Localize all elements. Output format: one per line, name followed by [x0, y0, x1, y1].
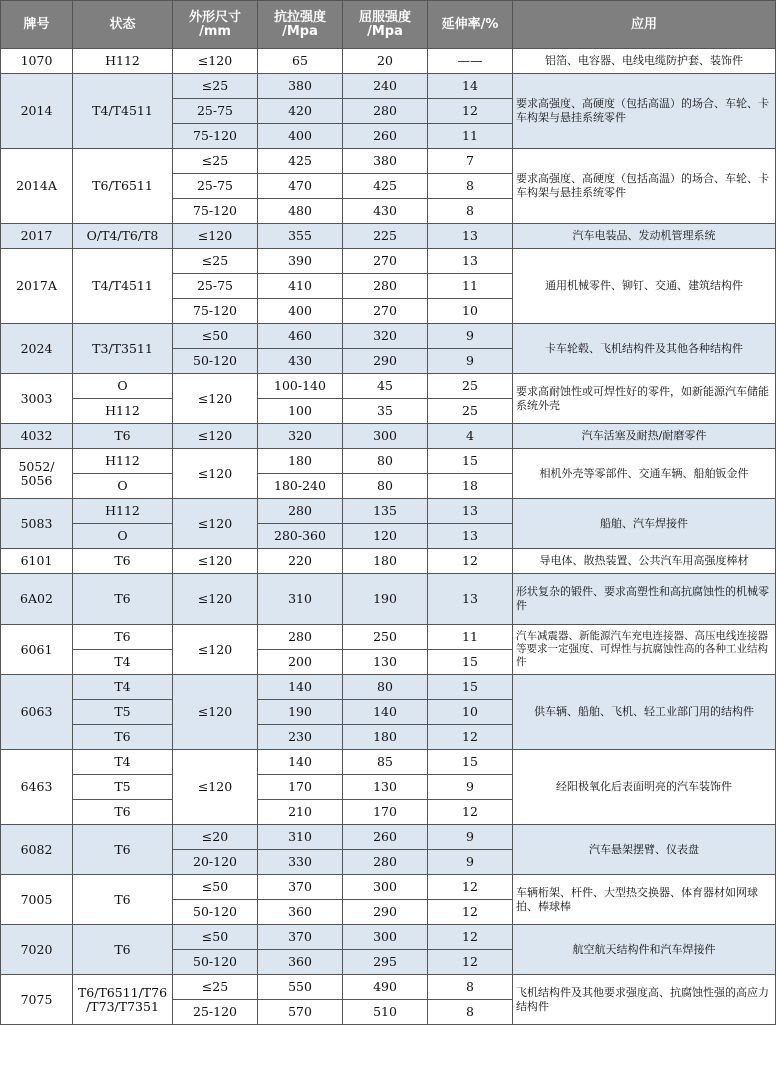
header-temper: 状态	[73, 1, 173, 49]
elongation-cell: 10	[428, 700, 513, 725]
tensile-cell: 410	[258, 274, 343, 299]
temper-cell: O	[73, 374, 173, 399]
yield-cell: 260	[343, 124, 428, 149]
header-size: 外形尺寸 /mm	[173, 1, 258, 49]
yield-cell: 20	[343, 49, 428, 74]
temper-cell: O	[73, 524, 173, 549]
grade-cell: 7005	[1, 875, 73, 925]
elongation-cell: 12	[428, 950, 513, 975]
tensile-cell: 320	[258, 424, 343, 449]
size-cell: ≤120	[173, 675, 258, 750]
grade-cell: 6A02	[1, 574, 73, 625]
tensile-cell: 140	[258, 675, 343, 700]
yield-cell: 290	[343, 900, 428, 925]
yield-cell: 380	[343, 149, 428, 174]
elongation-cell: 8	[428, 975, 513, 1000]
yield-cell: 300	[343, 925, 428, 950]
tensile-cell: 280	[258, 499, 343, 524]
yield-cell: 490	[343, 975, 428, 1000]
yield-cell: 170	[343, 800, 428, 825]
grade-cell: 4032	[1, 424, 73, 449]
alloy-group-7075	[1, 975, 776, 1025]
size-cell: 25-75	[173, 174, 258, 199]
size-cell: ≤120	[173, 549, 258, 574]
size-cell: 50-120	[173, 900, 258, 925]
elongation-cell: 25	[428, 374, 513, 399]
tensile-cell: 210	[258, 800, 343, 825]
application-cell: 航空航天结构件和汽车焊接件	[513, 925, 776, 975]
tensile-cell: 360	[258, 900, 343, 925]
header-tensile-strength: 抗拉强度 /Mpa	[258, 1, 343, 49]
tensile-cell: 180	[258, 449, 343, 474]
alloy-group-2017	[1, 224, 776, 249]
grade-cell: 5083	[1, 499, 73, 549]
temper-cell: T4	[73, 675, 173, 700]
grade-cell: 2017A	[1, 249, 73, 324]
yield-cell: 130	[343, 775, 428, 800]
yield-cell: 250	[343, 625, 428, 650]
table-row	[1, 574, 776, 625]
size-cell: ≤25	[173, 149, 258, 174]
tensile-cell: 425	[258, 149, 343, 174]
alloy-group-6082	[1, 825, 776, 875]
size-cell: ≤120	[173, 625, 258, 675]
elongation-cell: 12	[428, 800, 513, 825]
application-cell: 飞机结构件及其他要求强度高、抗腐蚀性强的高应力结构件	[513, 975, 776, 1025]
size-cell: 75-120	[173, 299, 258, 324]
application-cell: 经阳极氧化后表面明亮的汽车装饰件	[513, 750, 776, 825]
header-grade: 牌号	[1, 1, 73, 49]
tensile-cell: 570	[258, 1000, 343, 1025]
alloy-group-7005	[1, 875, 776, 925]
grade-cell: 1070	[1, 49, 73, 74]
table-row	[1, 149, 776, 174]
temper-cell: T6/T6511/T76 /T73/T7351	[73, 975, 173, 1025]
application-cell: 要求高强度、高硬度（包括高温）的场合、车轮、卡车构架与悬挂系统零件	[513, 74, 776, 149]
alloy-group-2024	[1, 324, 776, 374]
tensile-cell: 400	[258, 299, 343, 324]
grade-cell: 3003	[1, 374, 73, 424]
elongation-cell: 8	[428, 1000, 513, 1025]
alloy-group-7020	[1, 925, 776, 975]
elongation-cell: 13	[428, 524, 513, 549]
elongation-cell: 13	[428, 499, 513, 524]
yield-cell: 260	[343, 825, 428, 850]
tensile-cell: 550	[258, 975, 343, 1000]
elongation-cell: 12	[428, 875, 513, 900]
size-cell: ≤120	[173, 574, 258, 625]
application-cell: 供车辆、船舶、飞机、轻工业部门用的结构件	[513, 675, 776, 750]
temper-cell: T6	[73, 424, 173, 449]
yield-cell: 180	[343, 725, 428, 750]
size-cell: ≤120	[173, 224, 258, 249]
yield-cell: 270	[343, 249, 428, 274]
elongation-cell: 12	[428, 99, 513, 124]
yield-cell: 240	[343, 74, 428, 99]
temper-cell: H112	[73, 499, 173, 524]
tensile-cell: 170	[258, 775, 343, 800]
elongation-cell: 8	[428, 174, 513, 199]
application-cell: 导电体、散热装置、公共汽车用高强度棒材	[513, 549, 776, 574]
size-cell: ≤120	[173, 449, 258, 499]
tensile-cell: 355	[258, 224, 343, 249]
size-cell: ≤50	[173, 925, 258, 950]
temper-cell: O/T4/T6/T8	[73, 224, 173, 249]
temper-cell: T6	[73, 625, 173, 650]
application-cell: 卡车轮毂、飞机结构件及其他各种结构件	[513, 324, 776, 374]
alloy-group-4032	[1, 424, 776, 449]
grade-cell: 6082	[1, 825, 73, 875]
application-cell: 船舶、汽车焊接件	[513, 499, 776, 549]
application-cell: 汽车减震器、新能源汽车充电连接器、高压电线连接器等要求一定强度、可焊性与抗腐蚀性高的各种工业结构件	[513, 625, 776, 675]
yield-cell: 135	[343, 499, 428, 524]
yield-cell: 190	[343, 574, 428, 625]
yield-cell: 510	[343, 1000, 428, 1025]
elongation-cell: 12	[428, 925, 513, 950]
temper-cell: T6	[73, 925, 173, 975]
tensile-cell: 230	[258, 725, 343, 750]
temper-cell: H112	[73, 49, 173, 74]
elongation-cell: 15	[428, 449, 513, 474]
table-row	[1, 925, 776, 950]
table-row	[1, 675, 776, 700]
elongation-cell: 9	[428, 324, 513, 349]
elongation-cell: 12	[428, 900, 513, 925]
size-cell: ≤20	[173, 825, 258, 850]
elongation-cell: 15	[428, 675, 513, 700]
application-cell: 形状复杂的锻件、要求高塑性和高抗腐蚀性的机械零件	[513, 574, 776, 625]
tensile-cell: 65	[258, 49, 343, 74]
yield-cell: 280	[343, 274, 428, 299]
temper-cell: T6/T6511	[73, 149, 173, 224]
application-cell: 要求高强度、高硬度（包括高温）的场合、车轮、卡车构架与悬挂系统零件	[513, 149, 776, 224]
grade-cell: 7020	[1, 925, 73, 975]
yield-cell: 140	[343, 700, 428, 725]
size-cell: 75-120	[173, 124, 258, 149]
size-cell: ≤25	[173, 74, 258, 99]
alloy-group-5083	[1, 499, 776, 549]
grade-cell: 6063	[1, 675, 73, 750]
temper-cell: T5	[73, 700, 173, 725]
size-cell: 20-120	[173, 850, 258, 875]
grade-cell: 6101	[1, 549, 73, 574]
alloy-group-5052-5056	[1, 449, 776, 499]
temper-cell: H112	[73, 449, 173, 474]
application-cell: 要求高耐蚀性或可焊性好的零件，如新能源汽车储能系统外壳	[513, 374, 776, 424]
elongation-cell: 13	[428, 249, 513, 274]
size-cell: 25-75	[173, 99, 258, 124]
table-row	[1, 750, 776, 775]
alloy-group-6101	[1, 549, 776, 574]
tensile-cell: 400	[258, 124, 343, 149]
elongation-cell: 13	[428, 224, 513, 249]
elongation-cell: 8	[428, 199, 513, 224]
alloy-group-6063	[1, 675, 776, 750]
grade-cell: 5052/ 5056	[1, 449, 73, 499]
table-row	[1, 449, 776, 474]
elongation-cell: 15	[428, 650, 513, 675]
table-row	[1, 825, 776, 850]
size-cell: ≤50	[173, 875, 258, 900]
yield-cell: 320	[343, 324, 428, 349]
tensile-cell: 470	[258, 174, 343, 199]
tensile-cell: 390	[258, 249, 343, 274]
size-cell: ≤120	[173, 374, 258, 424]
size-cell: ≤50	[173, 324, 258, 349]
grade-cell: 2024	[1, 324, 73, 374]
temper-cell: T6	[73, 725, 173, 750]
temper-cell: T4/T4511	[73, 74, 173, 149]
temper-cell: T6	[73, 875, 173, 925]
temper-cell: H112	[73, 399, 173, 424]
grade-cell: 7075	[1, 975, 73, 1025]
elongation-cell: 14	[428, 74, 513, 99]
elongation-cell: 25	[428, 399, 513, 424]
alloy-group-6a02	[1, 574, 776, 625]
size-cell: ≤120	[173, 499, 258, 549]
tensile-cell: 190	[258, 700, 343, 725]
tensile-cell: 370	[258, 925, 343, 950]
application-cell: 汽车活塞及耐热/耐磨零件	[513, 424, 776, 449]
table-row	[1, 875, 776, 900]
yield-cell: 45	[343, 374, 428, 399]
tensile-cell: 100	[258, 399, 343, 424]
yield-cell: 300	[343, 424, 428, 449]
temper-cell: T5	[73, 775, 173, 800]
tensile-cell: 480	[258, 199, 343, 224]
table-row	[1, 224, 776, 249]
application-cell: 相机外壳等零部件、交通车辆、船舶钣金件	[513, 449, 776, 499]
elongation-cell: ——	[428, 49, 513, 74]
table-header	[1, 1, 776, 49]
elongation-cell: 11	[428, 124, 513, 149]
yield-cell: 280	[343, 99, 428, 124]
tensile-cell: 100-140	[258, 374, 343, 399]
application-cell: 通用机械零件、铆钉、交通、建筑结构件	[513, 249, 776, 324]
elongation-cell: 13	[428, 574, 513, 625]
temper-cell: T4	[73, 750, 173, 775]
temper-cell: T4/T4511	[73, 249, 173, 324]
elongation-cell: 4	[428, 424, 513, 449]
header-row	[1, 1, 776, 49]
alloy-group-6463	[1, 750, 776, 825]
size-cell: 50-120	[173, 349, 258, 374]
elongation-cell: 9	[428, 349, 513, 374]
tensile-cell: 280	[258, 625, 343, 650]
application-cell: 汽车电装品、发动机管理系统	[513, 224, 776, 249]
yield-cell: 35	[343, 399, 428, 424]
alloy-group-2017a	[1, 249, 776, 324]
size-cell: 25-75	[173, 274, 258, 299]
application-cell: 汽车悬架摆臂、仪表盘	[513, 825, 776, 875]
table-row	[1, 424, 776, 449]
temper-cell: O	[73, 474, 173, 499]
tensile-cell: 430	[258, 349, 343, 374]
table-row	[1, 549, 776, 574]
application-cell: 车辆桁架、杆件、大型热交换器、体育器材如网球拍、棒球棒	[513, 875, 776, 925]
table-row	[1, 374, 776, 399]
tensile-cell: 460	[258, 324, 343, 349]
yield-cell: 180	[343, 549, 428, 574]
header-application: 应用	[513, 1, 776, 49]
elongation-cell: 7	[428, 149, 513, 174]
elongation-cell: 12	[428, 549, 513, 574]
size-cell: ≤25	[173, 249, 258, 274]
yield-cell: 225	[343, 224, 428, 249]
header-elongation: 延伸率/%	[428, 1, 513, 49]
tensile-cell: 200	[258, 650, 343, 675]
temper-cell: T6	[73, 549, 173, 574]
header-yield-strength: 屈服强度 /Mpa	[343, 1, 428, 49]
yield-cell: 120	[343, 524, 428, 549]
tensile-cell: 360	[258, 950, 343, 975]
alloy-group-2014	[1, 74, 776, 149]
table-row	[1, 625, 776, 650]
elongation-cell: 9	[428, 850, 513, 875]
elongation-cell: 15	[428, 750, 513, 775]
size-cell: ≤120	[173, 750, 258, 825]
yield-cell: 130	[343, 650, 428, 675]
tensile-cell: 310	[258, 825, 343, 850]
temper-cell: T3/T3511	[73, 324, 173, 374]
temper-cell: T6	[73, 574, 173, 625]
table-row	[1, 499, 776, 524]
tensile-cell: 380	[258, 74, 343, 99]
table-row	[1, 324, 776, 349]
elongation-cell: 11	[428, 274, 513, 299]
application-cell: 铝箔、电容器、电线电缆防护套、装饰件	[513, 49, 776, 74]
alloy-group-6061	[1, 625, 776, 675]
yield-cell: 430	[343, 199, 428, 224]
tensile-cell: 180-240	[258, 474, 343, 499]
yield-cell: 80	[343, 675, 428, 700]
temper-cell: T6	[73, 800, 173, 825]
table-row	[1, 49, 776, 74]
yield-cell: 85	[343, 750, 428, 775]
grade-cell: 2017	[1, 224, 73, 249]
yield-cell: 280	[343, 850, 428, 875]
size-cell: 50-120	[173, 950, 258, 975]
tensile-cell: 140	[258, 750, 343, 775]
table-row	[1, 74, 776, 99]
elongation-cell: 9	[428, 775, 513, 800]
tensile-cell: 310	[258, 574, 343, 625]
temper-cell: T4	[73, 650, 173, 675]
size-cell: ≤120	[173, 49, 258, 74]
yield-cell: 80	[343, 474, 428, 499]
yield-cell: 425	[343, 174, 428, 199]
yield-cell: 80	[343, 449, 428, 474]
tensile-cell: 420	[258, 99, 343, 124]
yield-cell: 270	[343, 299, 428, 324]
tensile-cell: 280-360	[258, 524, 343, 549]
size-cell: ≤120	[173, 424, 258, 449]
grade-cell: 2014	[1, 74, 73, 149]
elongation-cell: 18	[428, 474, 513, 499]
elongation-cell: 11	[428, 625, 513, 650]
yield-cell: 300	[343, 875, 428, 900]
size-cell: ≤25	[173, 975, 258, 1000]
table-row	[1, 249, 776, 274]
table-row	[1, 975, 776, 1000]
yield-cell: 295	[343, 950, 428, 975]
temper-cell: T6	[73, 825, 173, 875]
size-cell: 25-120	[173, 1000, 258, 1025]
alloy-group-3003	[1, 374, 776, 424]
grade-cell: 6463	[1, 750, 73, 825]
grade-cell: 2014A	[1, 149, 73, 224]
alloy-group-2014a	[1, 149, 776, 224]
yield-cell: 290	[343, 349, 428, 374]
tensile-cell: 220	[258, 549, 343, 574]
size-cell: 75-120	[173, 199, 258, 224]
alloy-group-1070	[1, 49, 776, 74]
elongation-cell: 12	[428, 725, 513, 750]
grade-cell: 6061	[1, 625, 73, 675]
elongation-cell: 10	[428, 299, 513, 324]
tensile-cell: 370	[258, 875, 343, 900]
tensile-cell: 330	[258, 850, 343, 875]
elongation-cell: 9	[428, 825, 513, 850]
